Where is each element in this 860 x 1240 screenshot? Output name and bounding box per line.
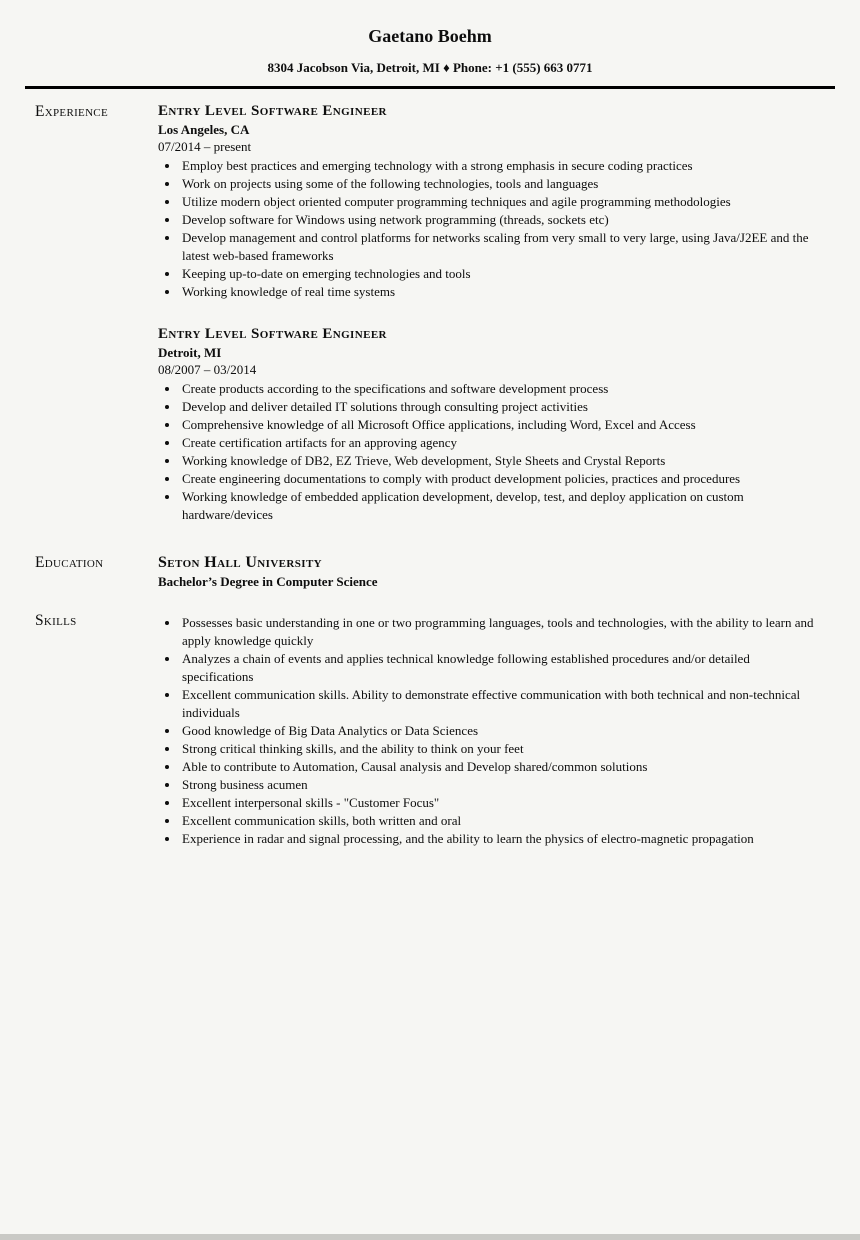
education-degree: Bachelor’s Degree in Computer Science <box>158 574 378 589</box>
bullet-item: • Utilize modern object oriented computer programming techniques and agile programming methodologies <box>180 193 821 211</box>
bullet-item: • Create products according to the specifications and software development process <box>180 380 821 398</box>
education-school: Seton Hall University <box>158 554 323 571</box>
bullet-item: • Create certification artifacts for an approving agency <box>180 434 821 452</box>
bullet-item: • Strong critical thinking skills, and the ability to think on your feet <box>180 740 821 758</box>
section-education <box>25 554 835 592</box>
job-dates: 07/2014 – present <box>158 139 252 154</box>
job-dates: 08/2007 – 03/2014 <box>158 362 257 377</box>
bullet-item: • Comprehensive knowledge of all Microsoft Office applications, including Word, Excel and Access <box>180 416 821 434</box>
education-label: Education <box>35 554 104 571</box>
bullet-list <box>158 157 821 301</box>
bullet-item: • Working knowledge of embedded application development, develop, test, and deploy application on custom hardware/devices <box>180 488 821 524</box>
bullet-list <box>158 614 821 848</box>
bullet-item: • Analyzes a chain of events and applies technical knowledge following established procedures and/or detailed specifications <box>180 650 821 686</box>
job-title: Entry Level Software Engineer <box>158 326 387 342</box>
education-content <box>158 554 835 592</box>
bullet-item: • Work on projects using some of the following technologies, tools and languages <box>180 175 821 193</box>
bullet-item: • Develop and deliver detailed IT solutions through consulting project activities <box>180 398 821 416</box>
bullet-item: • Excellent communication skills, both written and oral <box>180 812 821 830</box>
bullet-item: • Excellent communication skills. Ability to demonstrate effective communication with both technical and non-technical individuals <box>180 686 821 722</box>
candidate-name: Gaetano Boehm <box>368 26 492 46</box>
bullet-item: • Employ best practices and emerging technology with a strong emphasis in secure coding practices <box>180 157 821 175</box>
bullet-item: • Good knowledge of Big Data Analytics or Data Sciences <box>180 722 821 740</box>
bullet-item: • Able to contribute to Automation, Causal analysis and Develop shared/common solutions <box>180 758 821 776</box>
header-divider <box>25 86 835 89</box>
job-entry <box>158 326 821 524</box>
bullet-list <box>158 380 821 524</box>
skills-label: Skills <box>35 612 77 629</box>
bullet-item: • Excellent interpersonal skills - "Customer Focus" <box>180 794 821 812</box>
screenshot-bottom-edge <box>0 1234 860 1240</box>
experience-label: Experience <box>35 103 108 120</box>
bullet-item: • Keeping up-to-date on emerging technologies and tools <box>180 265 821 283</box>
section-skills <box>25 612 835 848</box>
job-title: Entry Level Software Engineer <box>158 103 387 119</box>
bullet-item: • Create engineering documentations to comply with product development policies, practices and procedures <box>180 470 821 488</box>
contact-line: 8304 Jacobson Via, Detroit, MI ♦ Phone: +1 (555) 663 0771 <box>267 60 593 75</box>
experience-content <box>158 103 835 524</box>
resume-header <box>25 26 835 89</box>
skills-content <box>158 612 835 848</box>
bullet-item: • Develop management and control platforms for networks scaling from very small to very large, using Java/J2EE and the latest web-based frameworks <box>180 229 821 265</box>
bullet-item: • Strong business acumen <box>180 776 821 794</box>
bullet-item: • Develop software for Windows using network programming (threads, sockets etc) <box>180 211 821 229</box>
bullet-item: • Experience in radar and signal processing, and the ability to learn the physics of electro-magnetic propagation <box>180 830 821 848</box>
job-entry <box>158 103 821 301</box>
job-location: Los Angeles, CA <box>158 122 250 137</box>
section-experience <box>25 103 835 524</box>
job-location: Detroit, MI <box>158 345 222 360</box>
bullet-item: • Working knowledge of real time systems <box>180 283 821 301</box>
bullet-item: • Working knowledge of DB2, EZ Trieve, Web development, Style Sheets and Crystal Reports <box>180 452 821 470</box>
bullet-item: • Possesses basic understanding in one or two programming languages, tools and technologies, with the ability to learn and apply knowledge quickly <box>180 614 821 650</box>
